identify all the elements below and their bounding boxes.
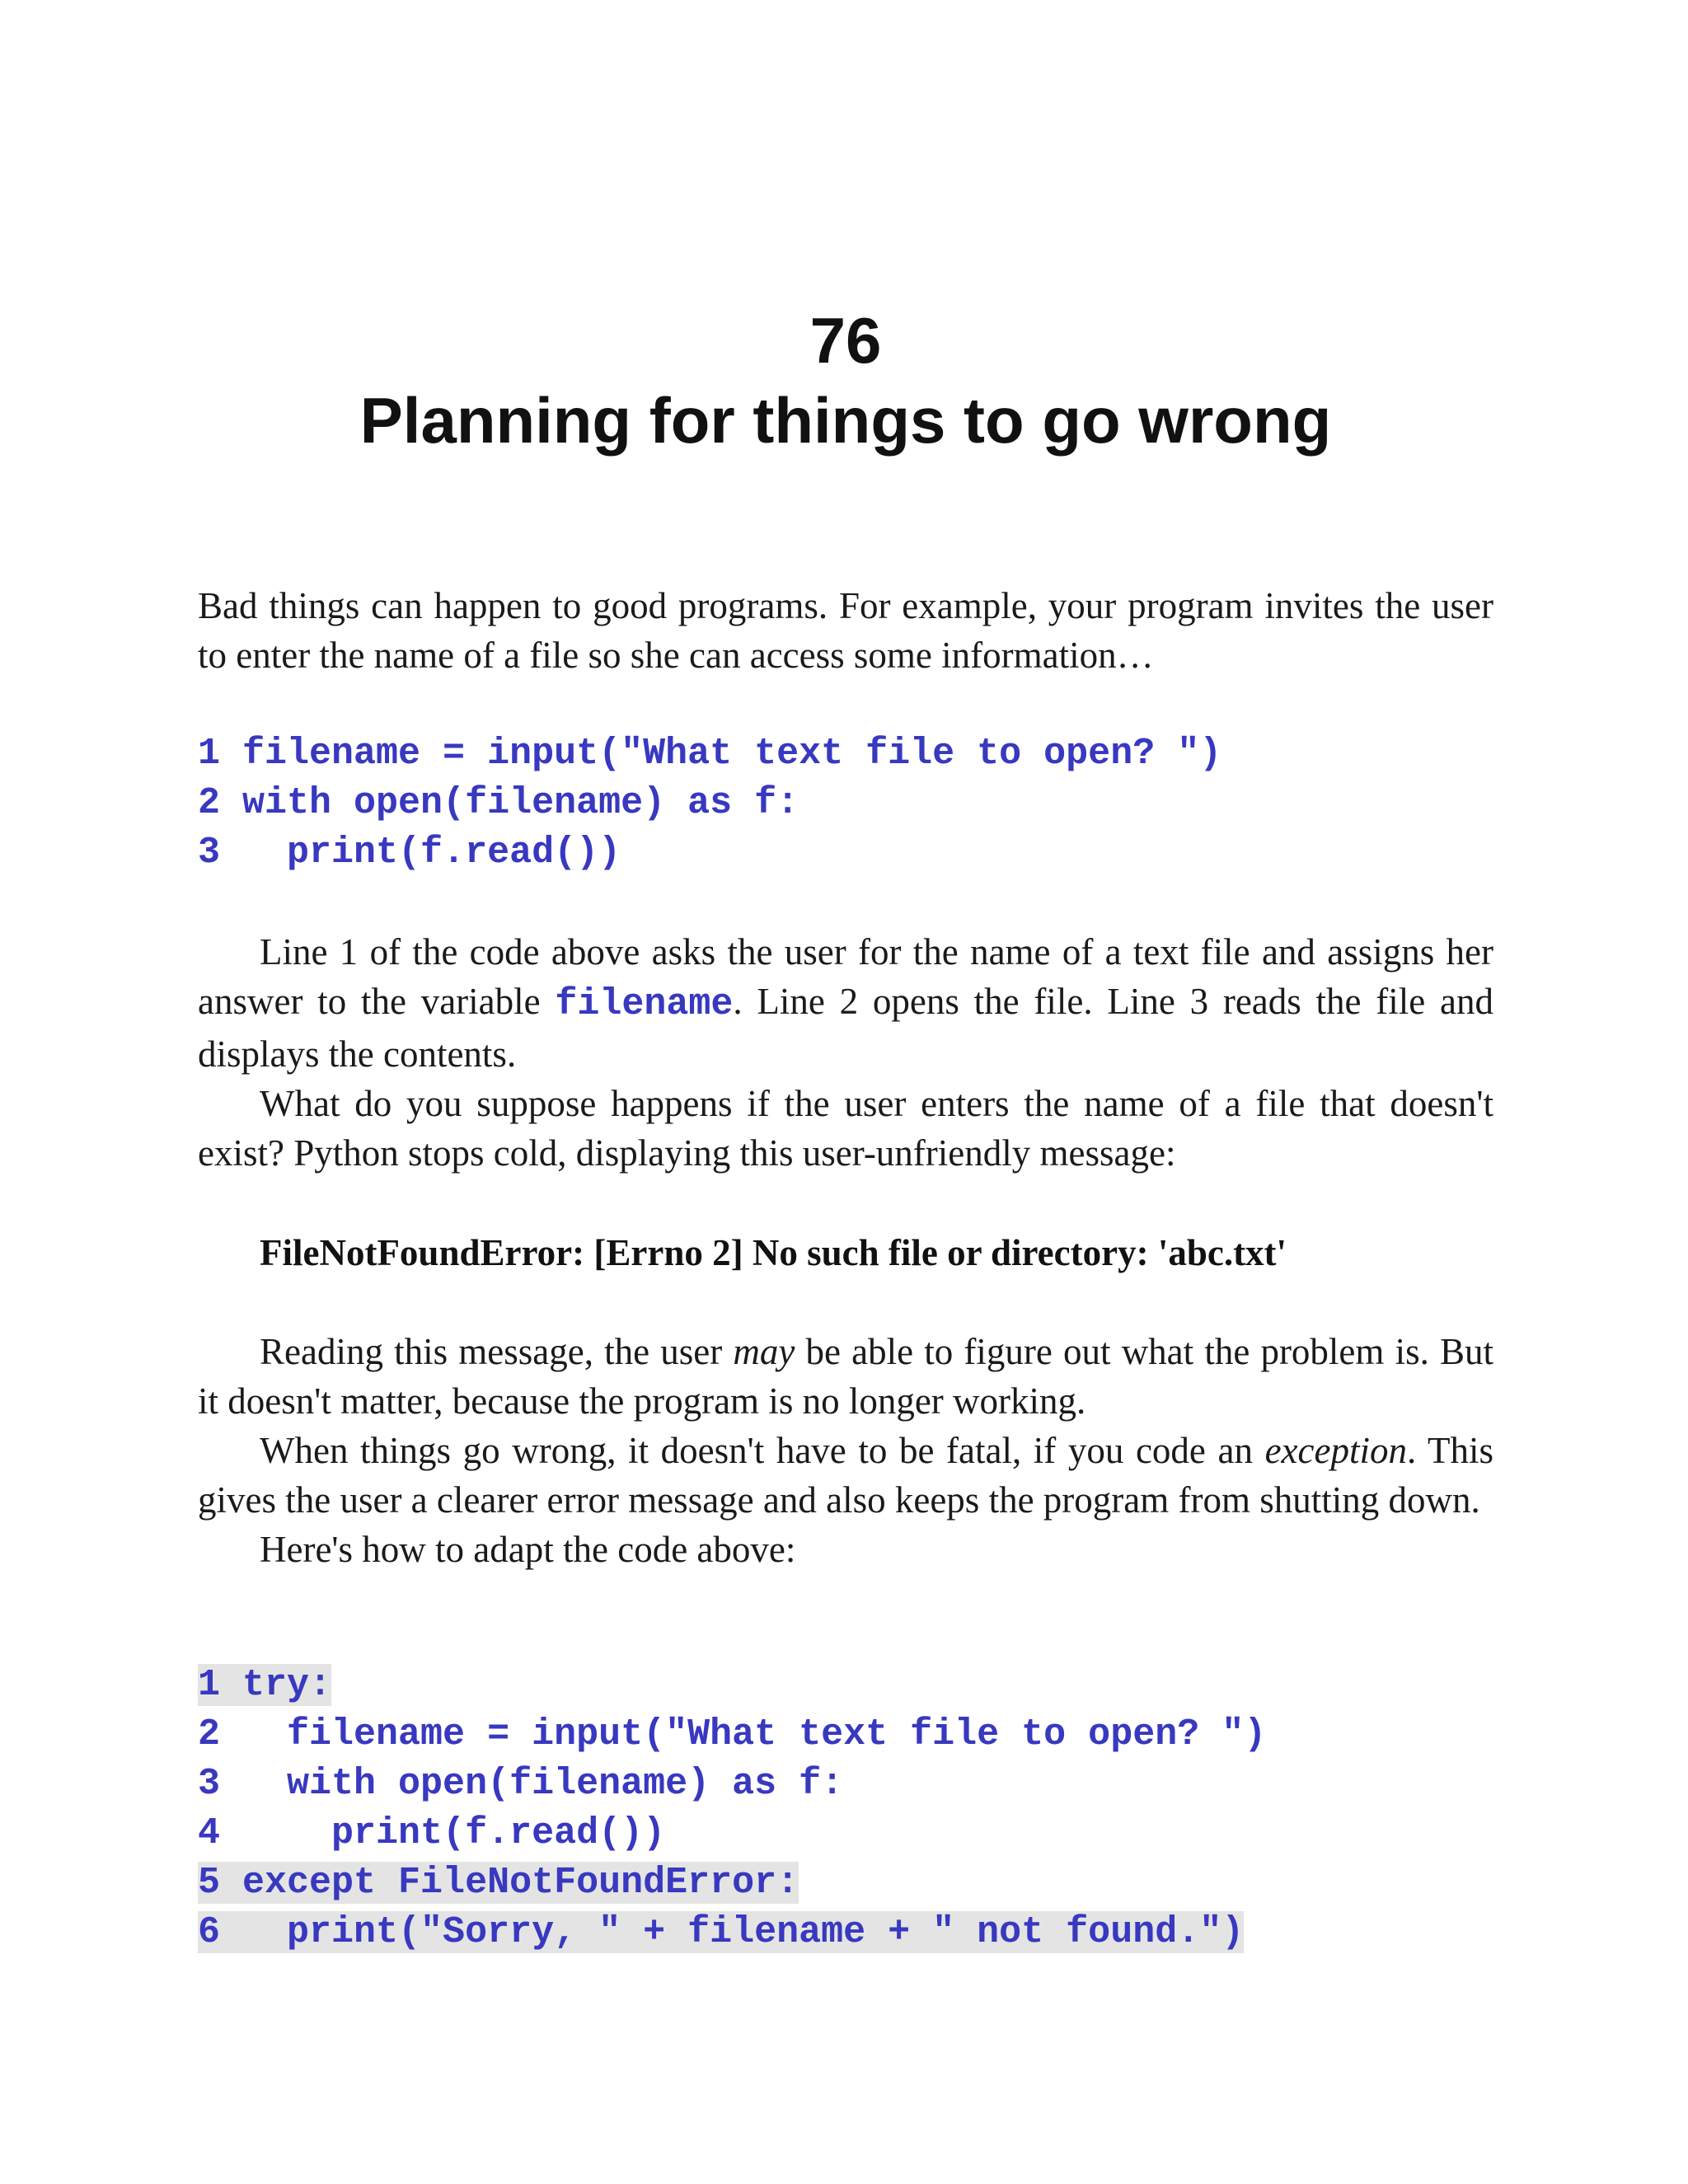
code-line <box>198 779 1221 828</box>
line-number: 5 <box>198 1862 221 1904</box>
chapter-number: 76 <box>809 304 882 377</box>
emphasis-exception: exception <box>1264 1430 1407 1471</box>
highlighted-code <box>198 1911 1244 1953</box>
exception-text: When things go wrong, it doesn't have to be fatal, if you code an <box>260 1430 1265 1471</box>
code-text: print("Sorry, " + filename + " not found.") <box>220 1911 1245 1953</box>
exception-section <box>198 1327 1493 1574</box>
adapt-paragraph: Here's how to adapt the code above: <box>260 1529 796 1570</box>
code-line <box>198 1858 1266 1908</box>
code-line <box>198 1710 1266 1760</box>
line-number: 1 <box>198 733 221 775</box>
code-text: with open(filename) as f: <box>220 1763 844 1805</box>
chapter-title: Planning for things to go wrong <box>359 384 1332 457</box>
code-line <box>198 1908 1266 1957</box>
line-number: 2 <box>198 782 221 824</box>
code-line <box>198 1809 1266 1858</box>
highlighted-code <box>198 1664 331 1706</box>
exception-text-end: . This gives the user a clearer error message and also keeps the program from shutting down. <box>198 1430 1493 1521</box>
emphasis-may: may <box>733 1331 795 1372</box>
line-number: 3 <box>198 1763 221 1805</box>
explanation-text: Line 1 of the code above asks the user for the name of a text file and assigns her answer to the variable <box>198 931 1493 1022</box>
code-text: with open(filename) as f: <box>220 782 799 824</box>
code-text: print(f.read()) <box>220 832 621 874</box>
highlighted-code <box>198 1862 799 1904</box>
error-message: FileNotFoundError: [Errno 2] No such file or directory: 'abc.txt' <box>260 1232 1287 1273</box>
reading-text: Reading this message, the user <box>260 1331 734 1372</box>
code-text: print(f.read()) <box>220 1812 666 1854</box>
code-block-try-except <box>198 1661 1266 1957</box>
code-line <box>198 1760 1266 1809</box>
reading-paragraph <box>198 1327 1493 1426</box>
code-text: filename = input("What text file to open? ") <box>220 733 1222 775</box>
exception-paragraph <box>198 1426 1493 1525</box>
line-number: 4 <box>198 1812 221 1854</box>
code-text: except FileNotFoundError: <box>220 1862 799 1904</box>
intro-section <box>198 581 1493 680</box>
code-line <box>198 729 1221 779</box>
code-line <box>198 828 1221 878</box>
reading-text-end: be able to figure out what the problem is. But it doesn't matter, because the program is no longer working. <box>198 1331 1493 1422</box>
line-number: 1 <box>198 1664 221 1706</box>
explanation-section <box>198 927 1493 1178</box>
line-number: 2 <box>198 1713 221 1755</box>
question-paragraph: What do you suppose happens if the user enters the name of a file that doesn't exist? Python stops cold, displaying this user-unfriendly message: <box>198 1083 1493 1174</box>
intro-paragraph: Bad things can happen to good programs. For example, your program invites the user to enter the name of a file so she can access some information… <box>198 585 1493 676</box>
inline-code-filename: filename <box>555 983 734 1025</box>
code-block-original <box>198 729 1221 878</box>
line-number: 6 <box>198 1911 221 1953</box>
explanation-text-end: . Line 2 opens the file. Line 3 reads the file and displays the contents. <box>198 981 1493 1075</box>
code-line <box>198 1661 1266 1710</box>
explanation-paragraph <box>198 927 1493 1079</box>
code-text: filename = input("What text file to open? ") <box>220 1713 1267 1755</box>
line-number: 3 <box>198 832 221 874</box>
code-text: try: <box>220 1664 332 1706</box>
